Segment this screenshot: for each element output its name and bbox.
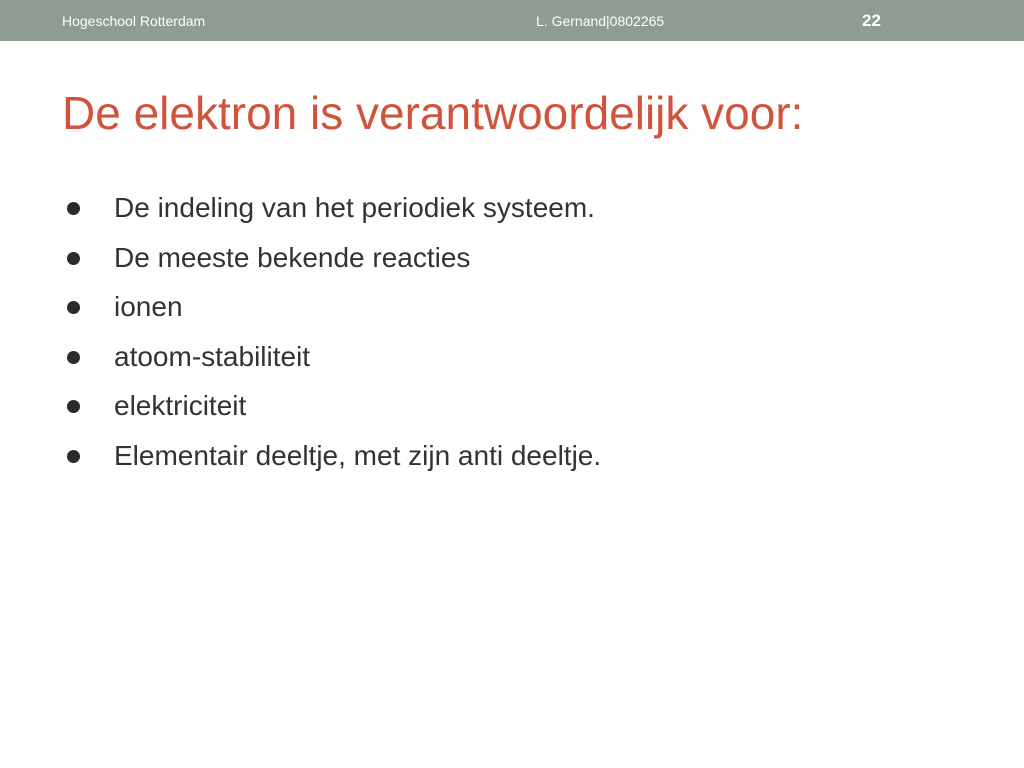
bullet-icon	[67, 450, 80, 463]
bullet-text: De indeling van het periodiek systeem.	[114, 192, 595, 223]
bullet-icon	[67, 202, 80, 215]
bullet-icon	[67, 301, 80, 314]
page-number: 22	[862, 11, 881, 30]
bullet-icon	[67, 400, 80, 413]
header-bar	[0, 0, 1024, 41]
slide-title: De elektron is verantwoordelijk voor:	[62, 87, 804, 139]
bullet-icon	[67, 351, 80, 364]
bullet-text: ionen	[114, 291, 183, 322]
bullet-text: atoom-stabiliteit	[114, 340, 311, 372]
bullet-text: De meeste bekende reacties	[114, 241, 471, 273]
bullet-text: elektriciteit	[114, 390, 247, 421]
bullet-icon	[67, 252, 80, 265]
header-institution: Hogeschool Rotterdam	[62, 13, 206, 29]
header-author: L. Gernand|0802265	[536, 13, 665, 29]
bullet-text: Elementair deeltje, met zijn anti deeltje.	[114, 439, 602, 471]
